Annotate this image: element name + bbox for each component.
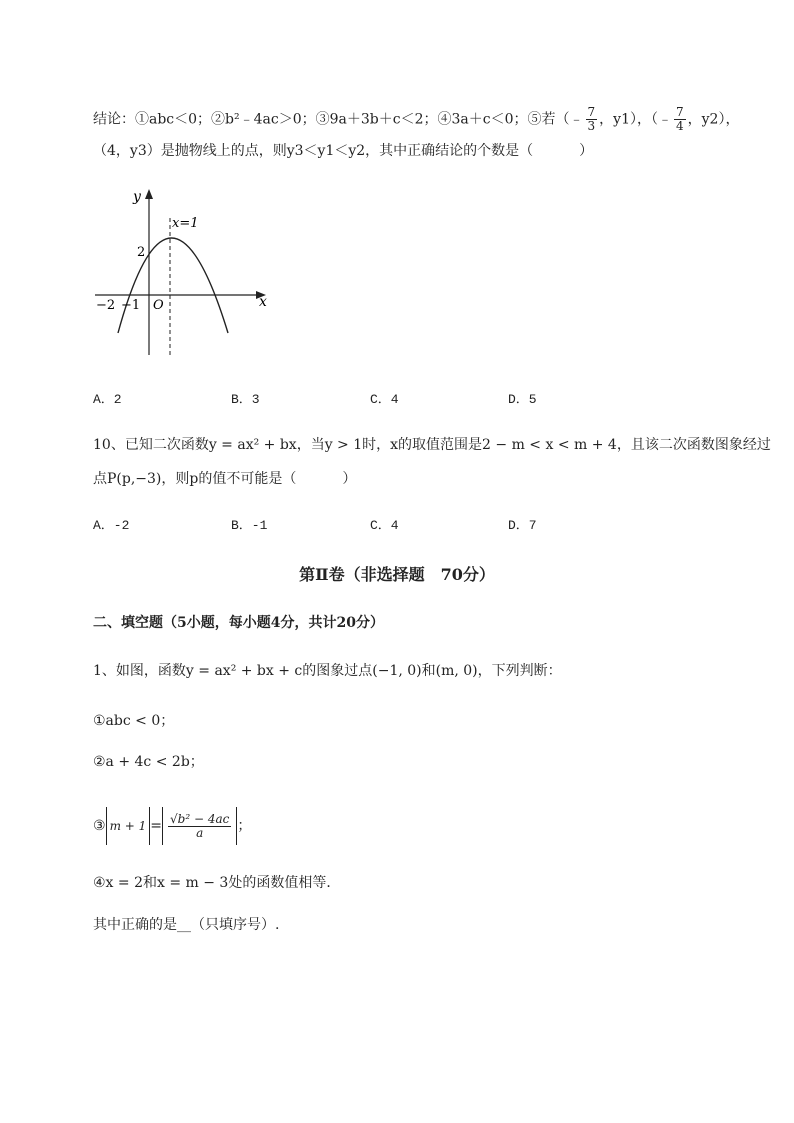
q10-question-text: 点P(p,−3)，则p的值不可能是（ xyxy=(93,471,297,487)
q9-option-c[interactable]: C．4 xyxy=(370,392,399,407)
item3-marker: ③ xyxy=(93,818,106,834)
q9-option-a[interactable]: A．2 xyxy=(93,392,122,407)
part2-title: 第Ⅱ卷（非选择题 70分） xyxy=(299,565,495,584)
q10-line2 xyxy=(93,469,356,489)
q9-close-paren: ） xyxy=(579,143,594,159)
q10-line1: 10、已知二次函数y = ax² + bx，当y > 1时，x的取值范围是2 − m < x < m + 4，且该二次函数图象经过 xyxy=(93,437,771,453)
q10-close-paren: ） xyxy=(342,471,357,487)
q9-fraction-1 xyxy=(586,106,598,133)
item3-suffix: ； xyxy=(237,818,252,834)
fill1-item2: ②a + 4c < 2b； xyxy=(93,754,204,770)
fill1-item3 xyxy=(93,806,251,846)
label-neg2: −2 xyxy=(96,298,116,313)
q10-option-c[interactable]: C．4 xyxy=(370,518,399,533)
q9-line2 xyxy=(93,141,593,161)
q9-conclusions: 结论：①abc＜0；②b²﹣4ac＞0；③9a＋3b＋c＜2；④3a＋c＜0；⑤若（﹣ xyxy=(93,111,584,128)
fill1-item4: ④x = 2和x = m − 3处的函数值相等． xyxy=(93,875,341,891)
abs-right xyxy=(162,807,237,845)
label-2: 2 xyxy=(137,245,146,260)
parabola-curve xyxy=(118,238,228,333)
q9-option-d[interactable]: D．5 xyxy=(508,392,537,407)
sqrt-numerator: √b² − 4ac xyxy=(170,811,230,826)
q9-option-b[interactable]: B．3 xyxy=(231,392,260,407)
q10-option-b[interactable]: B．-1 xyxy=(231,518,268,533)
denominator-a: a xyxy=(196,825,204,840)
q9-line1 xyxy=(93,106,739,133)
y-axis-arrow xyxy=(145,189,153,199)
q10-option-a[interactable]: A．-2 xyxy=(93,518,130,533)
abs-left: m + 1 xyxy=(106,807,151,845)
frac1-numerator: 7 xyxy=(587,105,596,119)
q9-y1-text: ，y1），（﹣ xyxy=(599,111,672,128)
fill1-answer-prompt[interactable]: 其中正确的是__（只填序号）. xyxy=(93,917,280,933)
frac2-numerator: 7 xyxy=(675,105,684,119)
origin-label: O xyxy=(153,298,164,313)
equals-sign: = xyxy=(150,818,162,834)
frac1-denominator: 3 xyxy=(587,119,596,133)
label-neg1: −1 xyxy=(121,298,141,313)
fill1-item1: ①abc < 0； xyxy=(93,713,175,729)
q10-option-d[interactable]: D．7 xyxy=(508,518,537,533)
fill1-intro: 1、如图，函数y = ax² + bx + c的图象过点(−1, 0)和(m, 0)，下列判断： xyxy=(93,663,562,679)
frac2-denominator: 4 xyxy=(675,119,684,133)
y-label: y xyxy=(133,189,141,205)
parabola-graph xyxy=(90,183,280,363)
symmetry-axis-label: x=1 xyxy=(172,216,199,231)
fill-in-section-heading: 二、填空题（5小题，每小题4分，共计20分） xyxy=(93,615,384,631)
q9-question-text: （4，y3）是抛物线上的点，则y3＜y1＜y2，其中正确结论的个数是（ xyxy=(93,143,534,159)
q9-fraction-2 xyxy=(674,106,686,133)
x-label: x xyxy=(259,294,267,310)
q9-y2-text: ，y2）， xyxy=(687,111,740,128)
